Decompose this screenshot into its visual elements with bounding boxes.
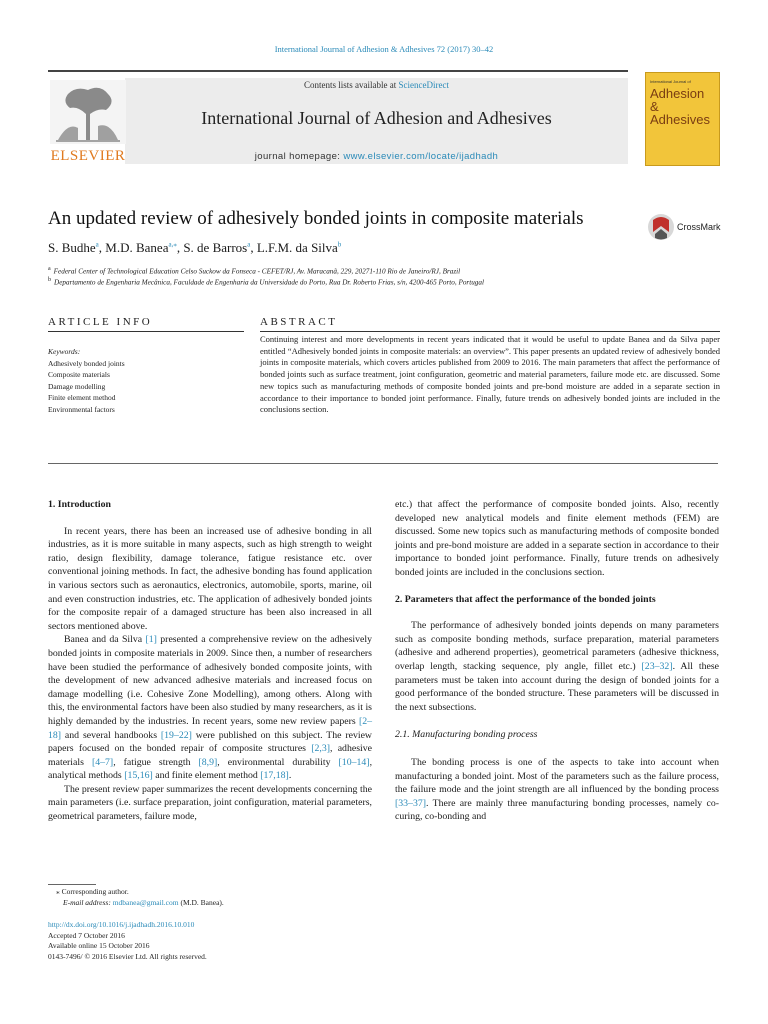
text-run: . All these parameters must be taken into account during the design of bonded joints for a good performance of the bonded structure. These parameters will be discussed in the next subsections.	[395, 660, 719, 713]
email-note	[63, 898, 224, 909]
header-rule	[48, 70, 628, 72]
affiliation-mark: b	[48, 277, 51, 283]
paragraph	[395, 756, 719, 824]
abstract-heading: ABSTRACT	[260, 316, 338, 328]
text-run: , fatigue strength	[113, 756, 199, 768]
citation-link[interactable]: [10–14]	[338, 756, 370, 768]
paragraph: etc.) that affect the performance of composite bonded joints. Also, recently developed new analytical models and finite element methods (FEM) are discussed. Some new topics such as manufacturing methods of composite bonded joints and pre-bond moisture are added in a separate section in accordance to their importance to bonded joint performance. Finally, future trends on adhesively bonded joints are included in the conclusions section.	[395, 499, 719, 578]
author[interactable]: L.F.M. da Silva	[256, 240, 338, 255]
text-run: , analytical methods	[48, 756, 373, 782]
text-run: , environmental durability	[217, 756, 339, 768]
keywords-label: Keywords:	[48, 347, 81, 356]
author[interactable]: S. de Barros	[183, 240, 248, 255]
text-run: presented a comprehensive review on the adhesively bonded joints in composite materials in 2009. Since then, a number of researchers have been studied the performance of adhesively bonded composite joints, with the development of new advanced adhesive materials and increased focus on damage modelling (i.e. Cohesive Zone Modelling), among others. Along with this, the environmental factors have been also studied by many researchers, as it is highly demanded by the industries. In recent years, some new review papers	[48, 634, 372, 727]
online-date: Available online 15 October 2016	[48, 941, 150, 950]
author-affil-mark[interactable]: a	[247, 240, 251, 249]
keyword: Composite materials	[48, 370, 110, 379]
citation-link[interactable]: [8,9]	[198, 756, 218, 768]
subsection-heading-manufacturing: 2.1. Manufacturing bonding process	[395, 729, 538, 741]
keyword: Environmental factors	[48, 404, 115, 414]
citation-link[interactable]: [17,18]	[260, 770, 289, 782]
journal-homepage	[125, 151, 628, 162]
accepted-date: Accepted 7 October 2016	[48, 930, 125, 940]
homepage-url[interactable]: www.elsevier.com/locate/ijadhadh	[343, 151, 499, 162]
paragraph	[48, 633, 372, 783]
keyword: Finite element method	[48, 393, 116, 402]
doi-block	[48, 920, 207, 962]
sciencedirect-link[interactable]: ScienceDirect	[398, 80, 449, 90]
homepage-label: journal homepage:	[254, 151, 344, 162]
publisher-name: ELSEVIER	[50, 148, 126, 164]
email-link[interactable]: mdbanea@gmail.com	[112, 898, 179, 907]
author[interactable]: M.D. Banea	[105, 240, 169, 255]
copyright-line: 0143-7496/ © 2016 Elsevier Ltd. All rights reserved.	[48, 951, 207, 961]
affiliation	[48, 277, 728, 286]
affiliation-mark: a	[48, 266, 51, 272]
left-column	[48, 498, 372, 824]
text-run: . There are mainly three manufacturing bonding processes, namely co-curing, co-bonding and	[395, 797, 719, 823]
citation-link[interactable]: [1]	[145, 634, 157, 646]
citation-link[interactable]: [19–22]	[160, 729, 192, 741]
author-affil-mark[interactable]: a	[95, 240, 99, 249]
text-run: The performance of adhesively bonded joints depends on many parameters such as composite bonding methods, surface preparation, material parameters (adhesive and adherend properties), geometrical parameters (adhesive thickness, overlap length, stacking sequence, ply angle, fillet etc.)	[395, 620, 719, 672]
text-run: and several handbooks	[61, 729, 161, 741]
text-run: , adhesive materials	[48, 743, 372, 768]
crossmark-icon[interactable]	[647, 212, 675, 242]
author-list: S. Budhe$^a$, M.D. Banea$^{a,⁎}$, S. de Barros$^a$, L.F.M. da Silva$^b$	[48, 240, 342, 255]
cover-small-text: International Journal of	[650, 79, 691, 84]
citation-link[interactable]: [15,16]	[124, 770, 153, 782]
citation-link[interactable]: [4–7]	[91, 756, 114, 768]
text-run: .	[288, 770, 292, 782]
section-heading-introduction: 1. Introduction	[48, 499, 111, 510]
affiliation-text: Federal Center of Technological Education Celso Suckow da Fonseca - CEFET/RJ, Av. Maracanã, 229, 20271-110 Rio de Janeiro/RJ, Brazil	[53, 267, 461, 276]
doi-link[interactable]: http://dx.doi.org/10.1016/j.ijadhadh.2016.10.010	[48, 920, 195, 929]
keyword: Adhesively bonded joints	[48, 358, 125, 368]
paragraph: The present review paper summarizes the recent developments concerning the main parameters (i.e. surface preparation, joint configuration, material parameters, geometrical parameters, failure mode,	[48, 783, 372, 823]
corresponding-author-note: ⁎ Corresponding author.	[56, 887, 129, 896]
citation-link[interactable]: [2,3]	[311, 743, 331, 755]
author[interactable]: S. Budhe	[48, 240, 96, 255]
text-run: were published on this subject. The review papers focused on the bonded repair of composite structures	[48, 729, 372, 755]
footnote-rule	[48, 884, 96, 885]
article-info-rule	[48, 331, 244, 332]
paragraph: In recent years, there has been an increased use of adhesive bonding in all industries, as it is more suitable in many aspects, such as high strength to weight ratio, design flexibility, damage tolerance, fatigue resistance etc. over conventional joining methods. In fact, the adhesive bonding has found application in various sectors such as aeronautics, electronics, automobile, sports, marine, oil and even construction industries, etc. The application of adhesively bonded joints for the composite repair of a damaged structure has been also increased in all sectors mentioned above.	[48, 525, 372, 632]
abstract-text: Continuing interest and more developments in recent years indicated that it would be useful to update Banea and da Silva paper entitled “Adhesively bonded joints in composite materials: an overview”. This paper presents an updated review of adhesively bonded joints in composite materials, which covers articles published from 2009 to 2016. The main parameters that affect the performance of bonded joints such as surface treatment, joint configuration, geometric and material parameters, failure mode etc. are discussed. Some new topics such as manufacturing methods of composite bonded joints and pre-bond moisture are added in a separate section in accordance to their importance to bonded joint performance. Finally, future trends on adhesively bonded joints are included in the conclusions section.	[260, 334, 720, 415]
article-title: An updated review of adhesively bonded joints in composite materials	[48, 208, 584, 229]
citation-link[interactable]: [23–32]	[641, 660, 673, 672]
author-affil-mark[interactable]: a,⁎	[168, 240, 177, 249]
affiliation-text: Departamento de Engenharia Mecânica, Faculdade de Engenharia da Universidade do Porto, Rua Dr. Roberto Frias, s/n, 4200-465 Porto, Portugal	[54, 278, 484, 287]
email-suffix: (M.D. Banea).	[178, 898, 224, 907]
paragraph	[395, 619, 719, 714]
author-affil-mark[interactable]: b	[337, 240, 342, 249]
crossmark-label[interactable]: CrossMark	[677, 222, 721, 232]
journal-cover-thumbnail[interactable]	[645, 72, 720, 166]
citation-link[interactable]: [2–18]	[48, 715, 372, 741]
contents-line	[125, 80, 628, 90]
cover-title: Adhesion & Adhesives	[650, 86, 710, 127]
front-matter-rule	[48, 463, 718, 464]
contents-prefix: Contents lists available at	[304, 80, 399, 90]
abstract-rule	[260, 331, 720, 332]
keyword: Damage modelling	[48, 381, 106, 391]
journal-title: International Journal of Adhesion and Adhesives	[201, 108, 552, 128]
citation-link[interactable]: [33–37]	[395, 797, 427, 809]
text-run: and finite element method	[152, 770, 261, 782]
journal-citation[interactable]: International Journal of Adhesion & Adhesives 72 (2017) 30–42	[274, 44, 494, 54]
text-run: Banea and da Silva	[64, 634, 146, 646]
section-heading-parameters: 2. Parameters that affect the performance of the bonded joints	[395, 593, 656, 605]
article-info-heading: ARTICLE INFO	[48, 316, 153, 328]
affiliation	[48, 266, 728, 275]
keywords-block	[48, 346, 248, 415]
email-label: E-mail address:	[63, 898, 113, 907]
text-run: The bonding process is one of the aspects to take into account when manufacturing a bonded joint. Most of the parameters such as the failure process, the failure mode and the joint strength are all influenced by the bonding process	[395, 756, 719, 796]
right-column	[395, 498, 719, 824]
